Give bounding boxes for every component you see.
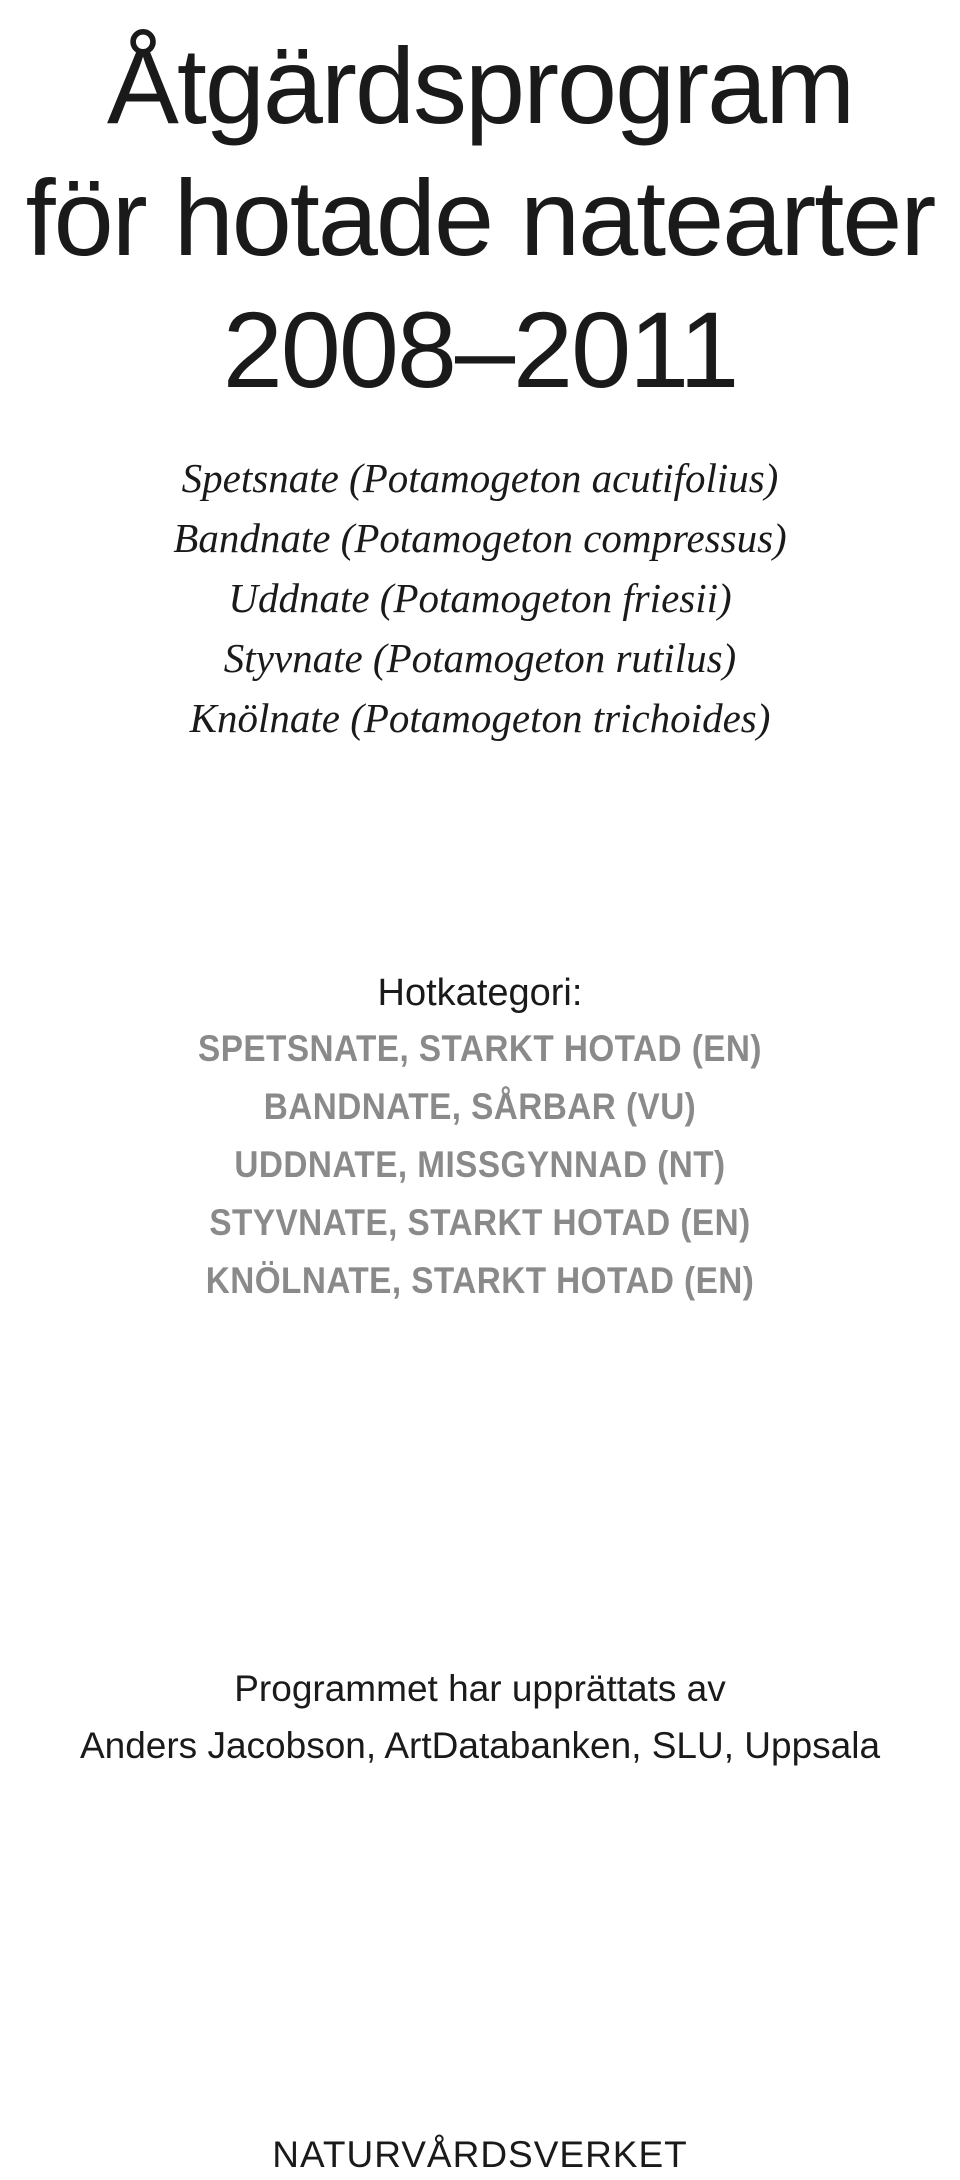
threat-category-bandnate: BANDNATE, SÅRBAR (VU) — [263, 1086, 697, 1127]
author-name: Anders Jacobson, ArtDatabanken, SLU, Uppsala — [79, 1725, 881, 1766]
species-item-bandnate: Bandnate (Potamogeton compressus) — [173, 515, 787, 561]
title-line-3: 2008–2011 — [222, 289, 738, 410]
author-intro: Programmet har upprättats av — [234, 1668, 726, 1709]
title-line-2: för hotade natearter — [25, 157, 935, 278]
species-item-knolnate: Knölnate (Potamogeton trichoides) — [189, 695, 771, 741]
species-item-spetsnate: Spetsnate (Potamogeton acutifolius) — [181, 455, 779, 501]
threat-category-spetsnate: SPETSNATE, STARKT HOTAD (EN) — [198, 1028, 762, 1069]
threat-category-label: Hotkategori: — [377, 972, 583, 1014]
publisher-name: NATURVÅRDSVERKET — [272, 2134, 688, 2175]
threat-category-uddnate: UDDNATE, MISSGYNNAD (NT) — [234, 1144, 726, 1185]
author-block — [0, 1660, 960, 1774]
title-line-1: Åtgärdsprogram — [106, 25, 854, 146]
threat-category-styvnate: STYVNATE, STARKT HOTAD (EN) — [209, 1202, 751, 1243]
species-list — [0, 448, 960, 748]
document-title — [0, 20, 960, 416]
threat-category-list — [48, 1020, 912, 1310]
threat-category-knolnate: KNÖLNATE, STARKT HOTAD (EN) — [205, 1260, 755, 1301]
species-item-styvnate: Styvnate (Potamogeton rutilus) — [223, 635, 737, 681]
species-item-uddnate: Uddnate (Potamogeton friesii) — [228, 575, 732, 621]
